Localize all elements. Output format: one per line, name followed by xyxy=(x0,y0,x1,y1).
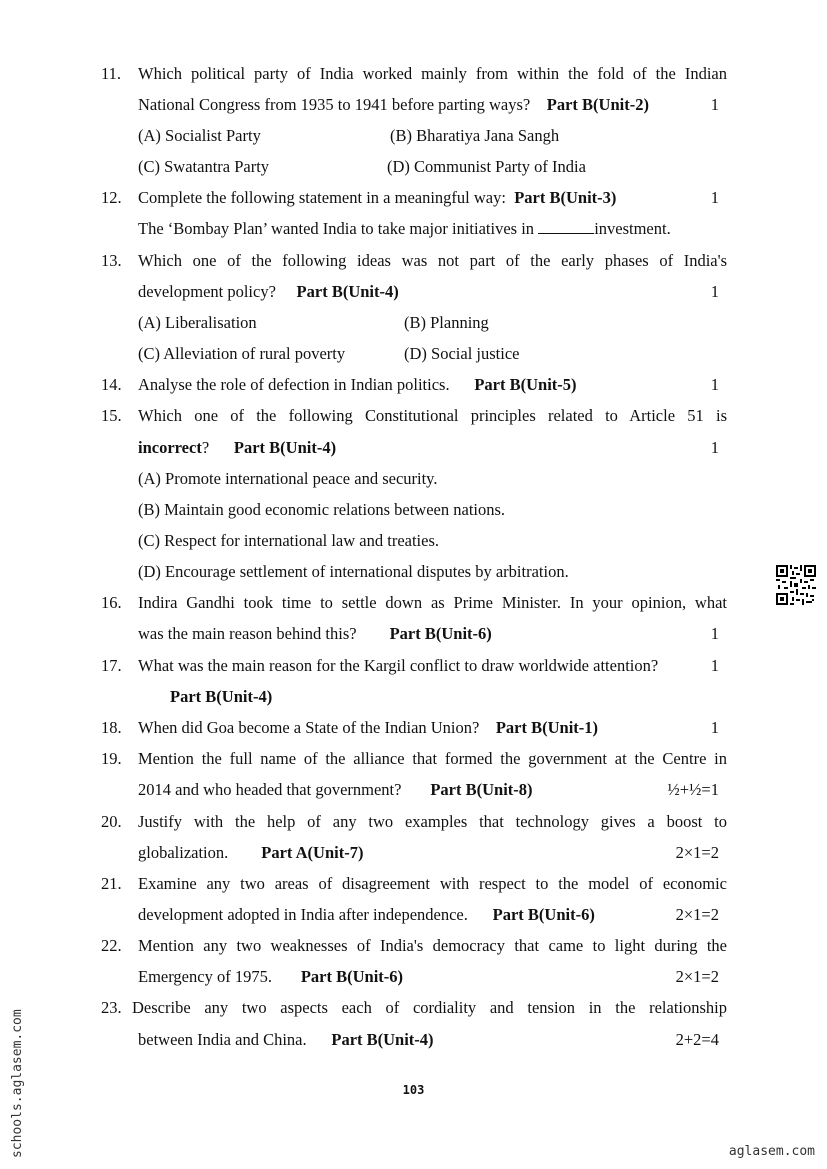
question-text: development adopted in India after independence. Part B(Unit-6) xyxy=(138,905,595,924)
q19-line2 xyxy=(0,779,827,801)
question-text: Describe any two aspects each of cordiality and tension in the relationship xyxy=(132,998,727,1017)
question-number: 22. xyxy=(101,936,122,955)
q11-line1 xyxy=(0,63,827,85)
q13-options-row2 xyxy=(0,343,827,365)
q11-line2 xyxy=(0,94,827,116)
question-text: National Congress from 1935 to 1941 before parting ways? Part B(Unit-2) xyxy=(138,95,649,114)
question-number: 15. xyxy=(101,406,122,425)
q22-line2 xyxy=(0,966,827,988)
unit-tag: Part B(Unit-8) xyxy=(430,780,533,799)
q21-line1 xyxy=(0,873,827,895)
unit-tag: Part B(Unit-1) xyxy=(495,718,599,737)
option-a: (A) Socialist Party xyxy=(138,126,261,145)
unit-tag: Part B(Unit-6) xyxy=(492,905,595,924)
fill-in-blank xyxy=(538,219,594,234)
question-text: Which one of the following Constitutional principles related to Article 51 is xyxy=(138,406,727,425)
question-number: 18. xyxy=(101,718,122,737)
question-text: Examine any two areas of disagreement with respect to the model of economic xyxy=(138,874,727,893)
question-number: 17. xyxy=(101,656,122,675)
side-watermark: schools.aglasem.com xyxy=(10,1009,25,1158)
question-text: Mention any two weaknesses of India's democracy that came to light during the xyxy=(138,936,727,955)
unit-tag: Part B(Unit-4) xyxy=(233,438,337,457)
marks: 2×1=2 xyxy=(675,905,719,924)
question-text: Complete the following statement in a meaningful way: Part B(Unit-3) xyxy=(138,188,617,207)
question-text: 2014 and who headed that government? Part B(Unit-8) xyxy=(138,780,533,799)
question-text: Indira Gandhi took time to settle down as Prime Minister. In your opinion, what xyxy=(138,593,727,612)
q18-line1 xyxy=(0,717,827,739)
q16-line2 xyxy=(0,623,827,645)
marks: 1 xyxy=(710,95,719,114)
unit-tag: Part B(Unit-4) xyxy=(331,1030,434,1049)
question-number: 12. xyxy=(101,188,122,207)
unit-tag: Part B(Unit-3) xyxy=(514,188,617,207)
marks: 1 xyxy=(710,282,719,301)
q21-line2 xyxy=(0,904,827,926)
marks: 2×1=2 xyxy=(675,967,719,986)
q15-option-a xyxy=(0,468,827,490)
q19-line1 xyxy=(0,748,827,770)
option-c: (C) Alleviation of rural poverty xyxy=(138,344,346,363)
page-number: 103 xyxy=(402,1083,425,1097)
question-text: Which political party of India worked mainly from within the fold of the Indian xyxy=(138,64,727,83)
question-number: 21. xyxy=(101,874,122,893)
q23-line2 xyxy=(0,1029,827,1051)
question-text: When did Goa become a State of the Indian Union? Part B(Unit-1) xyxy=(138,718,599,737)
marks: ½+½=1 xyxy=(667,780,719,799)
question-number: 14. xyxy=(101,375,122,394)
marks: 1 xyxy=(710,438,719,457)
option-d: (D) Social justice xyxy=(404,344,520,363)
question-text: was the main reason behind this? Part B(Unit-6) xyxy=(138,624,492,643)
question-text: development policy? Part B(Unit-4) xyxy=(138,282,399,301)
option-d: (D) Encourage settlement of international disputes by arbitration. xyxy=(138,562,569,581)
q12-line1 xyxy=(0,187,827,209)
q17-line2 xyxy=(0,686,827,708)
q15-option-b xyxy=(0,499,827,521)
q13-options-row1 xyxy=(0,312,827,334)
q15-line1 xyxy=(0,405,827,427)
question-text: Analyse the role of defection in Indian politics. Part B(Unit-5) xyxy=(138,375,577,394)
question-text: between India and China. Part B(Unit-4) xyxy=(138,1030,434,1049)
q13-line1 xyxy=(0,250,827,272)
question-text: Mention the full name of the alliance that formed the government at the Centre in xyxy=(138,749,727,768)
q13-line2 xyxy=(0,281,827,303)
option-a: (A) Liberalisation xyxy=(138,313,257,332)
q12-line2 xyxy=(0,218,827,240)
option-b: (B) Planning xyxy=(404,313,489,332)
q11-options-row2 xyxy=(0,156,827,178)
option-c: (C) Respect for international law and treaties. xyxy=(138,531,440,550)
question-number: 16. xyxy=(101,593,122,612)
question-number: 20. xyxy=(101,812,122,831)
marks: 1 xyxy=(710,656,719,675)
q20-line1 xyxy=(0,811,827,833)
emphasis-word: incorrect xyxy=(138,438,202,457)
unit-tag: Part B(Unit-6) xyxy=(389,624,492,643)
unit-tag: Part B(Unit-2) xyxy=(546,95,649,114)
marks: 2+2=4 xyxy=(675,1030,719,1049)
question-number: 11. xyxy=(101,64,122,83)
unit-tag: Part A(Unit-7) xyxy=(261,843,364,862)
unit-tag: Part B(Unit-4) xyxy=(296,282,399,301)
unit-tag: Part B(Unit-5) xyxy=(474,375,577,394)
question-text: What was the main reason for the Kargil conflict to draw worldwide attention? xyxy=(138,656,659,675)
marks: 1 xyxy=(710,375,719,394)
q15-line2 xyxy=(0,437,827,459)
question-text: The ‘Bombay Plan’ wanted India to take major initiatives in investment. xyxy=(138,219,671,238)
unit-tag: Part B(Unit-6) xyxy=(300,967,404,986)
question-text: Justify with the help of any two examples that technology gives a boost to xyxy=(138,812,727,831)
marks: 1 xyxy=(710,718,719,737)
marks: 1 xyxy=(710,624,719,643)
q20-line2 xyxy=(0,842,827,864)
q14-line1 xyxy=(0,374,827,396)
question-number: 19. xyxy=(101,749,122,768)
q11-options-row1 xyxy=(0,125,827,147)
q15-option-c xyxy=(0,530,827,552)
q23-line1 xyxy=(0,997,827,1019)
marks: 2×1=2 xyxy=(675,843,719,862)
option-b: (B) Bharatiya Jana Sangh xyxy=(390,126,560,145)
option-c: (C) Swatantra Party xyxy=(138,157,270,176)
q22-line1 xyxy=(0,935,827,957)
q15-option-d xyxy=(0,561,827,583)
question-text: Which one of the following ideas was not part of the early phases of India's xyxy=(138,251,727,270)
q16-line1 xyxy=(0,592,827,614)
question-number: 13. xyxy=(101,251,122,270)
question-text: globalization. Part A(Unit-7) xyxy=(138,843,364,862)
bottom-watermark: aglasem.com xyxy=(728,1144,815,1159)
unit-tag: Part B(Unit-4) xyxy=(170,687,273,706)
option-d: (D) Communist Party of India xyxy=(387,157,586,176)
option-b: (B) Maintain good economic relations between nations. xyxy=(138,500,506,519)
question-number: 23. xyxy=(101,998,122,1017)
option-a: (A) Promote international peace and security. xyxy=(138,469,438,488)
marks: 1 xyxy=(710,188,719,207)
question-text: Emergency of 1975. Part B(Unit-6) xyxy=(138,967,404,986)
q17-line1 xyxy=(0,655,827,677)
question-text: incorrect? Part B(Unit-4) xyxy=(138,438,337,457)
